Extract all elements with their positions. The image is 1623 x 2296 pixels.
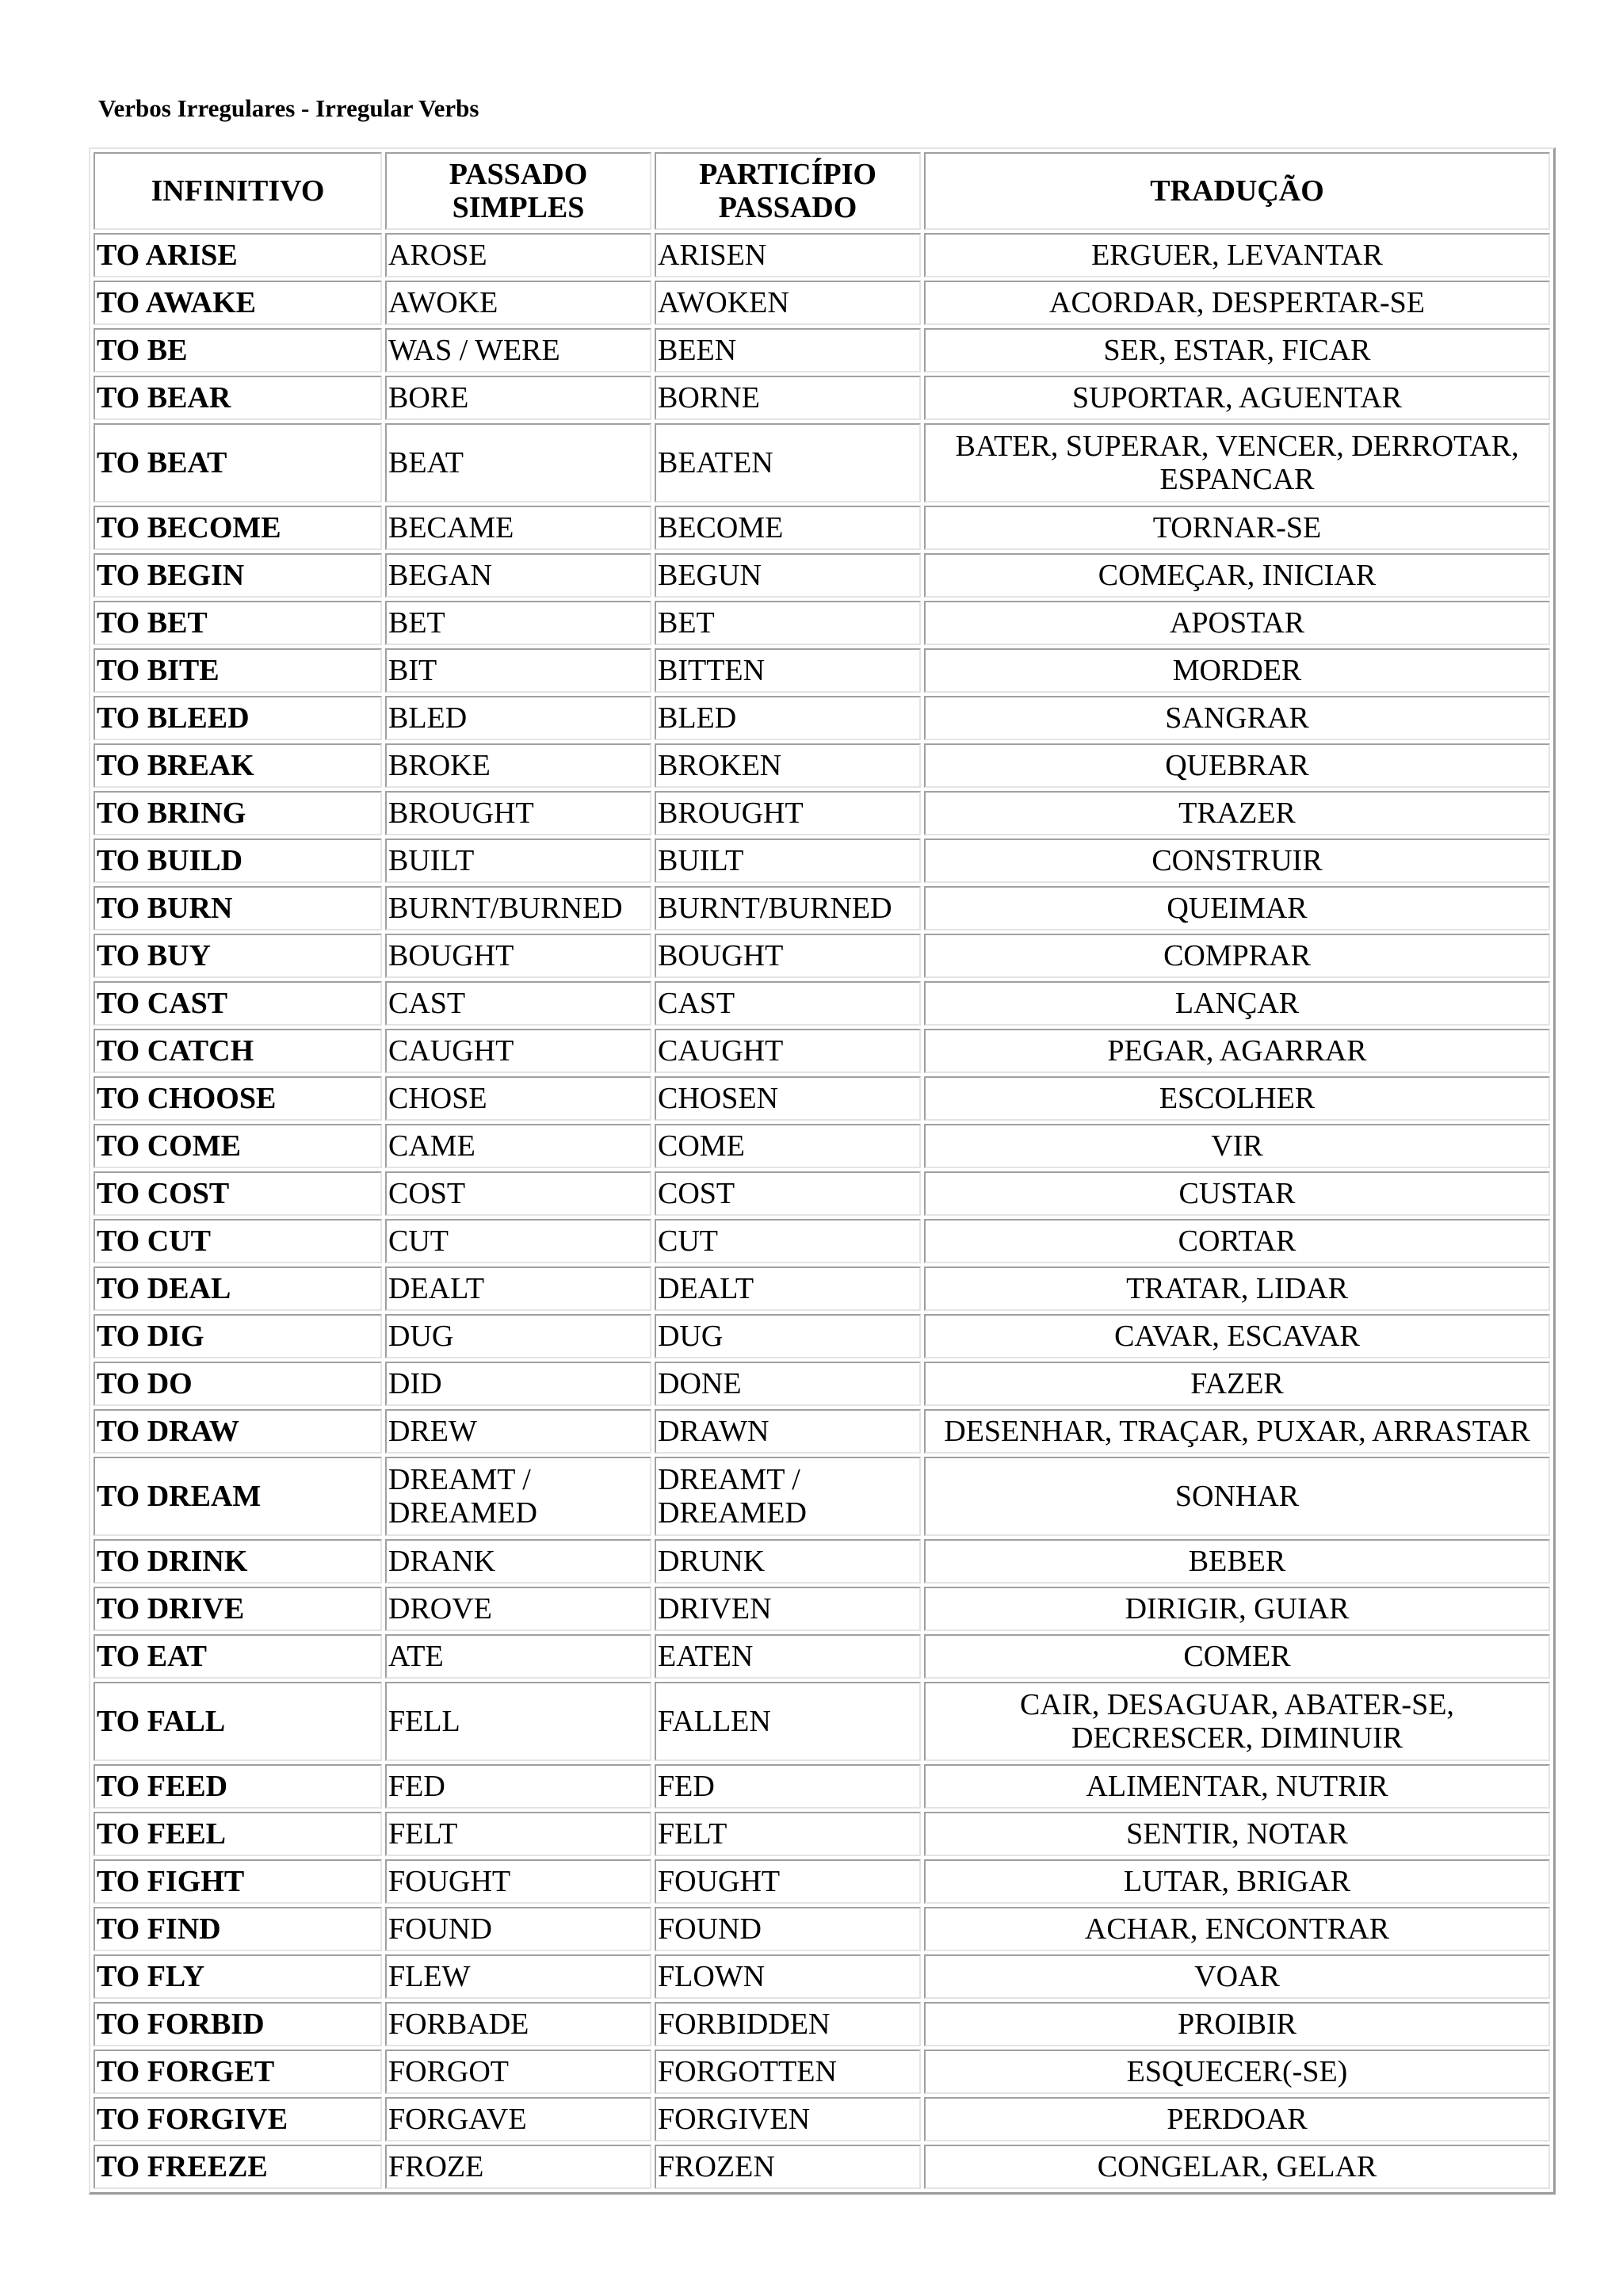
cell-infinitivo: TO FORGET (94, 2050, 382, 2094)
cell-passado-simples: FOUND (385, 1907, 651, 1951)
cell-traducao: MORDER (924, 648, 1550, 693)
cell-passado-simples: FORBADE (385, 2002, 651, 2046)
cell-infinitivo: TO DREAM (94, 1457, 382, 1536)
irregular-verbs-table (89, 147, 1556, 2195)
cell-passado-simples: FORGAVE (385, 2097, 651, 2141)
cell-traducao: DESENHAR, TRAÇAR, PUXAR, ARRASTAR (924, 1409, 1550, 1454)
cell-participio-passado: DONE (655, 1362, 921, 1406)
cell-participio-passado: CAST (655, 981, 921, 1026)
cell-infinitivo: TO FORBID (94, 2002, 382, 2046)
cell-participio-passado: DUG (655, 1314, 921, 1358)
cell-participio-passado: AWOKEN (655, 281, 921, 325)
cell-traducao: PERDOAR (924, 2097, 1550, 2141)
cell-passado-simples: DREAMT / DREAMED (385, 1457, 651, 1536)
cell-traducao: TRAZER (924, 791, 1550, 835)
cell-passado-simples: BEAT (385, 423, 651, 502)
cell-participio-passado: BROKEN (655, 743, 921, 788)
header-participio-passado: PARTICÍPIO PASSADO (655, 152, 921, 230)
table-row (94, 2097, 1550, 2141)
cell-passado-simples: FOUGHT (385, 1859, 651, 1904)
cell-infinitivo: TO FORGIVE (94, 2097, 382, 2141)
cell-infinitivo: TO BECOME (94, 506, 382, 550)
cell-traducao: QUEIMAR (924, 886, 1550, 930)
cell-traducao: BEBER (924, 1539, 1550, 1584)
cell-passado-simples: AWOKE (385, 281, 651, 325)
cell-participio-passado: BURNT/BURNED (655, 886, 921, 930)
table-header-row (94, 152, 1550, 230)
cell-passado-simples: BET (385, 601, 651, 645)
cell-passado-simples: DRANK (385, 1539, 651, 1584)
cell-infinitivo: TO BEGIN (94, 553, 382, 598)
cell-participio-passado: FLOWN (655, 1954, 921, 1999)
cell-passado-simples: BURNT/BURNED (385, 886, 651, 930)
cell-traducao: LANÇAR (924, 981, 1550, 1026)
table-row (94, 1954, 1550, 1999)
cell-traducao: CUSTAR (924, 1171, 1550, 1216)
cell-infinitivo: TO BITE (94, 648, 382, 693)
cell-traducao: ACORDAR, DESPERTAR-SE (924, 281, 1550, 325)
cell-participio-passado: BEATEN (655, 423, 921, 502)
cell-infinitivo: TO CAST (94, 981, 382, 1026)
cell-passado-simples: BUILT (385, 839, 651, 883)
cell-participio-passado: COST (655, 1171, 921, 1216)
cell-infinitivo: TO BEAT (94, 423, 382, 502)
cell-passado-simples: DEALT (385, 1266, 651, 1311)
cell-participio-passado: FALLEN (655, 1682, 921, 1761)
cell-passado-simples: FLEW (385, 1954, 651, 1999)
table-row (94, 1859, 1550, 1904)
table-row (94, 601, 1550, 645)
cell-infinitivo: TO FIGHT (94, 1859, 382, 1904)
page-title: Verbos Irregulares - Irregular Verbs (98, 94, 479, 122)
cell-passado-simples: BLED (385, 696, 651, 740)
cell-participio-passado: BEGUN (655, 553, 921, 598)
cell-traducao: PROIBIR (924, 2002, 1550, 2046)
cell-participio-passado: BORNE (655, 376, 921, 420)
cell-infinitivo: TO BLEED (94, 696, 382, 740)
cell-participio-passado: BITTEN (655, 648, 921, 693)
cell-participio-passado: DEALT (655, 1266, 921, 1311)
table-row (94, 1362, 1550, 1406)
cell-traducao: CAVAR, ESCAVAR (924, 1314, 1550, 1358)
header-passado-simples: PASSADO SIMPLES (385, 152, 651, 230)
cell-participio-passado: BECOME (655, 506, 921, 550)
cell-passado-simples: BROUGHT (385, 791, 651, 835)
cell-passado-simples: AROSE (385, 233, 651, 277)
table-row (94, 1764, 1550, 1809)
cell-participio-passado: FOUGHT (655, 1859, 921, 1904)
cell-infinitivo: TO BUY (94, 934, 382, 978)
table-row (94, 2145, 1550, 2189)
cell-passado-simples: DREW (385, 1409, 651, 1454)
cell-passado-simples: ATE (385, 1634, 651, 1679)
cell-traducao: SUPORTAR, AGUENTAR (924, 376, 1550, 420)
table-row (94, 1587, 1550, 1631)
table-row (94, 1314, 1550, 1358)
cell-passado-simples: CAME (385, 1124, 651, 1168)
cell-infinitivo: TO DO (94, 1362, 382, 1406)
cell-infinitivo: TO DRAW (94, 1409, 382, 1454)
cell-passado-simples: BROKE (385, 743, 651, 788)
cell-traducao: COMPRAR (924, 934, 1550, 978)
cell-participio-passado: BEEN (655, 328, 921, 372)
cell-participio-passado: BOUGHT (655, 934, 921, 978)
table-row (94, 743, 1550, 788)
cell-infinitivo: TO DRIVE (94, 1587, 382, 1631)
table-row (94, 696, 1550, 740)
cell-passado-simples: CAST (385, 981, 651, 1026)
cell-participio-passado: BROUGHT (655, 791, 921, 835)
table-row (94, 376, 1550, 420)
cell-infinitivo: TO BE (94, 328, 382, 372)
table-row (94, 423, 1550, 502)
cell-participio-passado: CAUGHT (655, 1029, 921, 1073)
cell-infinitivo: TO CUT (94, 1219, 382, 1263)
cell-participio-passado: FELT (655, 1812, 921, 1856)
cell-infinitivo: TO BET (94, 601, 382, 645)
cell-participio-passado: DRAWN (655, 1409, 921, 1454)
cell-participio-passado: FROZEN (655, 2145, 921, 2189)
table-row (94, 1457, 1550, 1536)
cell-participio-passado: DREAMT / DREAMED (655, 1457, 921, 1536)
table-row (94, 934, 1550, 978)
cell-traducao: VIR (924, 1124, 1550, 1168)
table-row (94, 1539, 1550, 1584)
cell-participio-passado: BET (655, 601, 921, 645)
cell-passado-simples: COST (385, 1171, 651, 1216)
table-row (94, 981, 1550, 1026)
cell-passado-simples: CAUGHT (385, 1029, 651, 1073)
cell-traducao: CAIR, DESAGUAR, ABATER-SE, DECRESCER, DIMINUIR (924, 1682, 1550, 1761)
table-row (94, 886, 1550, 930)
cell-infinitivo: TO FEED (94, 1764, 382, 1809)
cell-traducao: QUEBRAR (924, 743, 1550, 788)
cell-participio-passado: CUT (655, 1219, 921, 1263)
table-row (94, 1029, 1550, 1073)
cell-passado-simples: FED (385, 1764, 651, 1809)
cell-traducao: SONHAR (924, 1457, 1550, 1536)
cell-traducao: SER, ESTAR, FICAR (924, 328, 1550, 372)
cell-participio-passado: COME (655, 1124, 921, 1168)
table-row (94, 1907, 1550, 1951)
cell-participio-passado: DRUNK (655, 1539, 921, 1584)
cell-infinitivo: TO BEAR (94, 376, 382, 420)
cell-participio-passado: DRIVEN (655, 1587, 921, 1631)
table-row (94, 1171, 1550, 1216)
cell-passado-simples: BOUGHT (385, 934, 651, 978)
cell-infinitivo: TO CATCH (94, 1029, 382, 1073)
table-row (94, 791, 1550, 835)
table-row (94, 328, 1550, 372)
cell-infinitivo: TO BUILD (94, 839, 382, 883)
cell-participio-passado: CHOSEN (655, 1076, 921, 1121)
table-row (94, 839, 1550, 883)
cell-passado-simples: CUT (385, 1219, 651, 1263)
table-row (94, 233, 1550, 277)
cell-infinitivo: TO BREAK (94, 743, 382, 788)
table-row (94, 553, 1550, 598)
cell-participio-passado: FOUND (655, 1907, 921, 1951)
cell-traducao: ESCOLHER (924, 1076, 1550, 1121)
cell-participio-passado: FORGOTTEN (655, 2050, 921, 2094)
cell-traducao: COMER (924, 1634, 1550, 1679)
table-body (94, 233, 1550, 2189)
table-row (94, 2002, 1550, 2046)
table-row (94, 1219, 1550, 1263)
cell-traducao: ACHAR, ENCONTRAR (924, 1907, 1550, 1951)
cell-infinitivo: TO FLY (94, 1954, 382, 1999)
cell-traducao: TORNAR-SE (924, 506, 1550, 550)
cell-traducao: SANGRAR (924, 696, 1550, 740)
cell-infinitivo: TO DEAL (94, 1266, 382, 1311)
cell-traducao: TRATAR, LIDAR (924, 1266, 1550, 1311)
cell-infinitivo: TO FREEZE (94, 2145, 382, 2189)
cell-participio-passado: EATEN (655, 1634, 921, 1679)
cell-traducao: PEGAR, AGARRAR (924, 1029, 1550, 1073)
table-row (94, 1409, 1550, 1454)
cell-infinitivo: TO FALL (94, 1682, 382, 1761)
cell-traducao: APOSTAR (924, 601, 1550, 645)
cell-traducao: BATER, SUPERAR, VENCER, DERROTAR, ESPANCAR (924, 423, 1550, 502)
cell-traducao: COMEÇAR, INICIAR (924, 553, 1550, 598)
cell-passado-simples: DUG (385, 1314, 651, 1358)
cell-traducao: ERGUER, LEVANTAR (924, 233, 1550, 277)
cell-participio-passado: FORGIVEN (655, 2097, 921, 2141)
cell-passado-simples: BEGAN (385, 553, 651, 598)
table-row (94, 1634, 1550, 1679)
cell-infinitivo: TO FEEL (94, 1812, 382, 1856)
cell-passado-simples: BECAME (385, 506, 651, 550)
cell-traducao: ESQUECER(-SE) (924, 2050, 1550, 2094)
cell-participio-passado: ARISEN (655, 233, 921, 277)
cell-passado-simples: FORGOT (385, 2050, 651, 2094)
cell-traducao: CONGELAR, GELAR (924, 2145, 1550, 2189)
table-row (94, 1076, 1550, 1121)
cell-traducao: FAZER (924, 1362, 1550, 1406)
table-row (94, 281, 1550, 325)
cell-infinitivo: TO BURN (94, 886, 382, 930)
cell-passado-simples: DROVE (385, 1587, 651, 1631)
cell-traducao: CONSTRUIR (924, 839, 1550, 883)
cell-passado-simples: WAS / WERE (385, 328, 651, 372)
cell-infinitivo: TO FIND (94, 1907, 382, 1951)
cell-traducao: DIRIGIR, GUIAR (924, 1587, 1550, 1631)
cell-traducao: VOAR (924, 1954, 1550, 1999)
cell-traducao: ALIMENTAR, NUTRIR (924, 1764, 1550, 1809)
cell-traducao: CORTAR (924, 1219, 1550, 1263)
cell-traducao: LUTAR, BRIGAR (924, 1859, 1550, 1904)
cell-infinitivo: TO AWAKE (94, 281, 382, 325)
cell-infinitivo: TO COST (94, 1171, 382, 1216)
table-row (94, 1812, 1550, 1856)
table-row (94, 506, 1550, 550)
cell-passado-simples: FROZE (385, 2145, 651, 2189)
cell-infinitivo: TO ARISE (94, 233, 382, 277)
header-traducao: TRADUÇÃO (924, 152, 1550, 230)
table-row (94, 1682, 1550, 1761)
cell-passado-simples: DID (385, 1362, 651, 1406)
cell-infinitivo: TO COME (94, 1124, 382, 1168)
cell-infinitivo: TO CHOOSE (94, 1076, 382, 1121)
cell-infinitivo: TO DIG (94, 1314, 382, 1358)
header-infinitivo: INFINITIVO (94, 152, 382, 230)
table-row (94, 648, 1550, 693)
cell-infinitivo: TO BRING (94, 791, 382, 835)
cell-infinitivo: TO EAT (94, 1634, 382, 1679)
cell-infinitivo: TO DRINK (94, 1539, 382, 1584)
cell-passado-simples: CHOSE (385, 1076, 651, 1121)
cell-passado-simples: BORE (385, 376, 651, 420)
cell-passado-simples: BIT (385, 648, 651, 693)
cell-passado-simples: FELL (385, 1682, 651, 1761)
cell-participio-passado: FED (655, 1764, 921, 1809)
table-row (94, 2050, 1550, 2094)
cell-participio-passado: BLED (655, 696, 921, 740)
table-row (94, 1266, 1550, 1311)
cell-participio-passado: FORBIDDEN (655, 2002, 921, 2046)
table-row (94, 1124, 1550, 1168)
cell-passado-simples: FELT (385, 1812, 651, 1856)
cell-participio-passado: BUILT (655, 839, 921, 883)
cell-traducao: SENTIR, NOTAR (924, 1812, 1550, 1856)
